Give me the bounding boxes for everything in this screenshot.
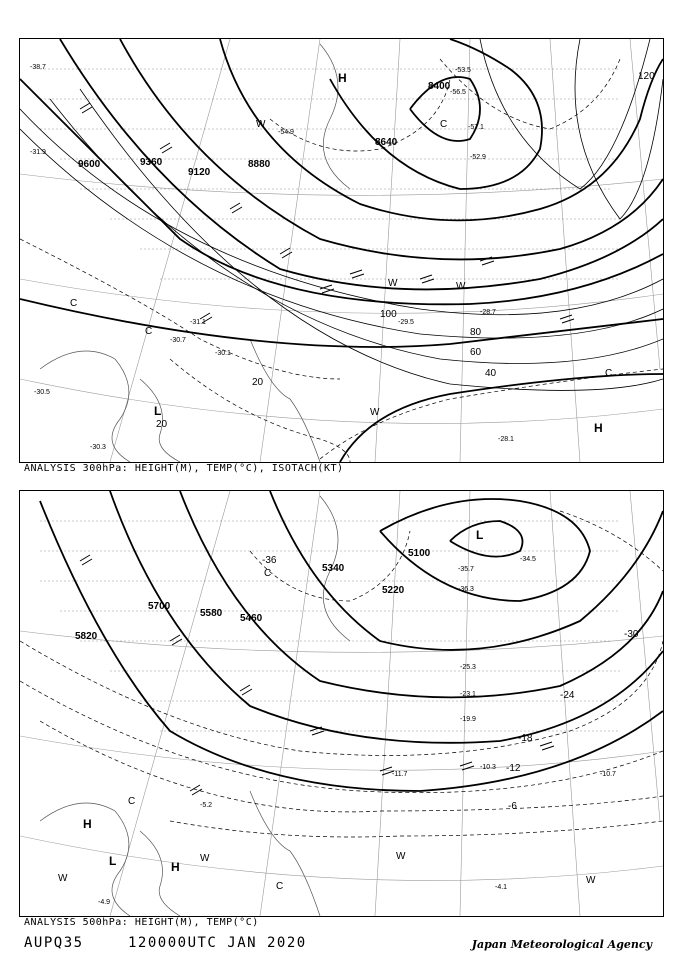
temp-label: -4.1 [495, 884, 508, 891]
temp-contour-label: -30 [624, 629, 639, 640]
isotherm-lines-300 [20, 59, 663, 462]
height-label: 5700 [148, 601, 171, 612]
product-code: AUPQ35 [24, 935, 84, 951]
temp-label: -56.5 [450, 89, 466, 96]
isotherm-lines-500 [20, 511, 663, 837]
height-label: 5820 [75, 631, 98, 642]
temp-label: -35.7 [458, 566, 474, 573]
cold-marker: C [128, 796, 136, 807]
height-label: 5460 [240, 613, 263, 624]
high-pressure-center: H [171, 860, 180, 874]
height-label: 9360 [140, 157, 163, 168]
temp-label: -31.9 [30, 149, 46, 156]
temp-label: -53.5 [455, 67, 471, 74]
temp-contour-label: -18 [518, 733, 533, 744]
temp-contour-label: -36 [262, 555, 277, 566]
height-label: 8640 [375, 137, 398, 148]
temp-contour-label: -6 [508, 801, 517, 812]
temp-label: -30.7 [170, 337, 186, 344]
temp-label: -5.2 [200, 802, 213, 809]
map-500-svg [20, 491, 663, 916]
isotach-label: 60 [470, 347, 482, 358]
height-label: 5580 [200, 608, 223, 619]
temp-label: -28.7 [480, 309, 496, 316]
warm-marker: W [256, 119, 266, 130]
warm-marker: W [200, 853, 210, 864]
height-label: 5100 [408, 548, 431, 559]
warm-marker: W [586, 875, 596, 886]
temp-label: -4.9 [98, 899, 111, 906]
isotach-label: 80 [470, 327, 482, 338]
cold-marker: C [440, 119, 448, 130]
height-label: 9120 [188, 167, 211, 178]
temp-contour-label: -12 [506, 763, 521, 774]
graticule-500 [20, 491, 663, 916]
temp-label: -19.9 [460, 716, 476, 723]
temp-label: -29.5 [398, 319, 414, 326]
temp-label: -10.7 [600, 771, 616, 778]
cold-marker: C [70, 298, 78, 309]
map-300-svg [20, 39, 663, 462]
cold-marker: C [145, 326, 153, 337]
warm-marker: W [370, 407, 380, 418]
warm-marker: W [396, 851, 406, 862]
plot-grid-500 [40, 521, 620, 731]
temp-label: -25.3 [460, 664, 476, 671]
warm-marker: W [456, 281, 466, 292]
cold-marker: C [605, 368, 613, 379]
analysis-500hpa-map [19, 490, 664, 917]
cold-marker: C [276, 881, 284, 892]
plot-grid-300 [40, 69, 620, 279]
height-label: 5340 [322, 563, 345, 574]
issue-time: 120000UTC JAN 2020 [128, 935, 307, 951]
temp-label: -52.9 [470, 154, 486, 161]
chart-caption-500: ANALYSIS 500hPa: HEIGHT(M), TEMP(°C) [24, 917, 259, 928]
height-label: 5220 [382, 585, 405, 596]
temp-label: -38.7 [30, 64, 46, 71]
pressure-centers-500 [83, 528, 483, 874]
temp-label: -57.1 [468, 124, 484, 131]
low-pressure-center: L [109, 854, 117, 868]
chart-caption-300: ANALYSIS 300hPa: HEIGHT(M), TEMP(°C), ISOTACH(KT) [24, 463, 344, 474]
analysis-300hpa-map [19, 38, 664, 463]
high-pressure-center: H [83, 817, 92, 831]
wind-barbs-500 [80, 555, 554, 795]
temp-label: -54.9 [278, 129, 294, 136]
height-label: 8880 [248, 159, 271, 170]
height-labels-500 [75, 548, 431, 642]
temp-contour-label: -24 [560, 690, 575, 701]
isotach-label: 40 [485, 368, 497, 379]
temp-label: -11.7 [392, 771, 408, 778]
isotach-label: 20 [252, 377, 264, 388]
temp-label: -34.5 [520, 556, 536, 563]
low-pressure-center: L [154, 404, 162, 418]
height-label: 8400 [428, 81, 451, 92]
high-pressure-center: H [594, 421, 603, 435]
height-contours-300 [20, 39, 663, 462]
temp-label: -30.5 [34, 389, 50, 396]
temp-label: -30.1 [215, 350, 231, 357]
height-label: 9600 [78, 159, 101, 170]
graticule-300 [20, 39, 663, 462]
temp-label: -28.1 [498, 436, 514, 443]
isotach-label: 100 [380, 309, 397, 320]
temp-label: -31.1 [190, 319, 206, 326]
high-pressure-center: H [338, 71, 347, 85]
isotach-labels-300 [252, 71, 655, 388]
low-center-value: 20 [156, 419, 168, 430]
temp-label: -23.1 [460, 691, 476, 698]
low-pressure-center: L [476, 528, 484, 542]
temp-label: -10.3 [480, 764, 496, 771]
cold-marker: C [264, 568, 272, 579]
warm-marker: W [58, 873, 68, 884]
agency-credit: Japan Meteorological Agency [471, 938, 652, 951]
coastline-300 [40, 44, 350, 462]
temp-label: -36.3 [458, 586, 474, 593]
temp-contour-labels-500 [262, 555, 639, 812]
isotach-label: 120 [638, 71, 655, 82]
warm-marker: W [388, 278, 398, 289]
temp-label: -30.3 [90, 444, 106, 451]
isotach-lines-300 [20, 39, 663, 390]
